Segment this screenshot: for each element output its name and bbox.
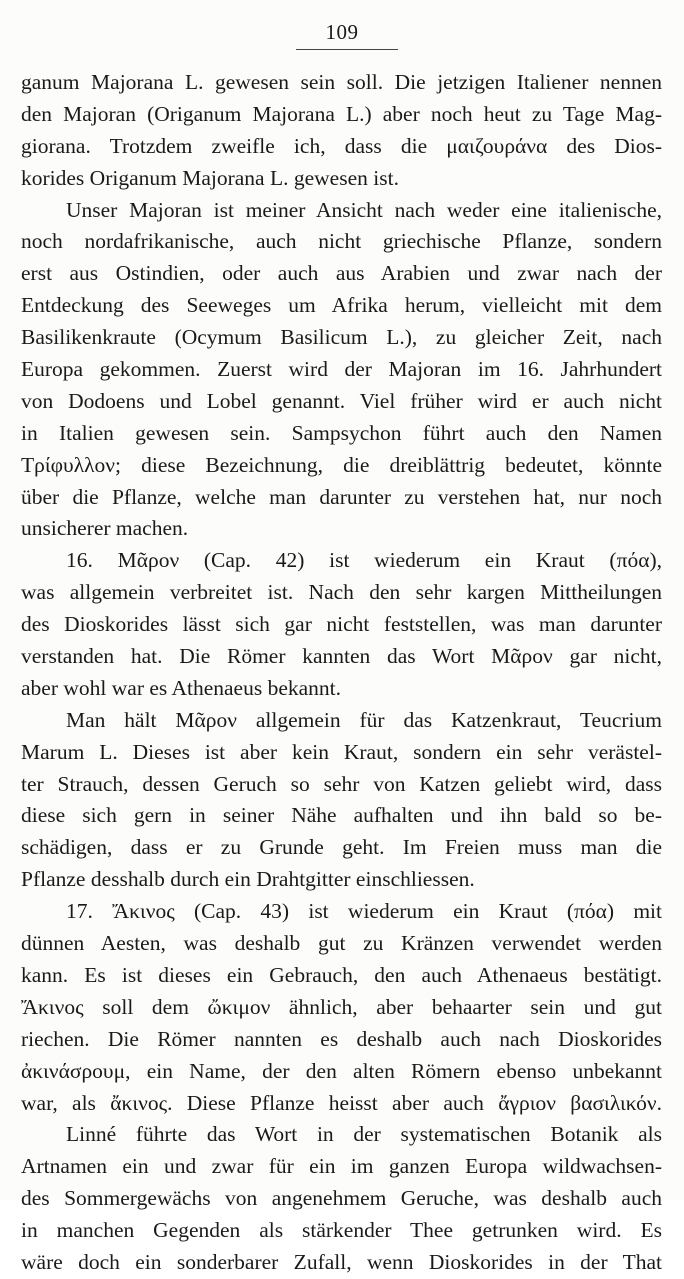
text-line: 17. Ἄκινος (Cap. 43) ist wiederum ein Kraut (πόα) mit xyxy=(66,899,662,924)
text-line: giorana. Trotzdem zweifle ich, dass die μαιζουράνα des Dios- xyxy=(21,133,662,158)
text-line: Unser Majoran ist meiner Ansicht nach weder eine italienische, xyxy=(66,197,662,222)
text-line: von Dodoens und Lobel genannt. Viel früher wird er auch nicht xyxy=(21,388,662,413)
text-line: des Dioskorides lässt sich gar nicht feststellen, was man darunter xyxy=(21,612,662,637)
text-line: Pflanze desshalb durch ein Drahtgitter einschliessen. xyxy=(21,867,475,892)
text-line: korides Origanum Majorana L. gewesen ist. xyxy=(21,165,399,190)
text-line: ter Strauch, dessen Geruch so sehr von Katzen geliebt wird, dass xyxy=(21,771,662,796)
text-line: schädigen, dass er zu Grunde geht. Im Freien muss man die xyxy=(21,835,662,860)
text-line: aber wohl war es Athenaeus bekannt. xyxy=(21,675,342,700)
text-line: Τρίφυλλον; diese Bezeichnung, die dreiblättrig bedeutet, könnte xyxy=(21,452,662,477)
text-line: was allgemein verbreitet ist. Nach den sehr kargen Mittheilungen xyxy=(21,580,662,605)
text-line: Linné führte das Wort in der systematischen Botanik als xyxy=(66,1122,662,1147)
text-line: riechen. Die Römer nannten es deshalb auch nach Dioskorides xyxy=(21,1026,662,1051)
text-line: über die Pflanze, welche man darunter zu verstehen hat, nur noch xyxy=(21,484,662,509)
text-line: kann. Es ist dieses ein Gebrauch, den auch Athenaeus bestätigt. xyxy=(21,962,662,987)
header-rule xyxy=(296,49,398,50)
text-line: Marum L. Dieses ist aber kein Kraut, sondern ein sehr verästel- xyxy=(21,739,662,764)
text-line: in Italien gewesen sein. Sampsychon führt auch den Namen xyxy=(21,420,662,445)
text-line: Europa gekommen. Zuerst wird der Majoran im 16. Jahrhundert xyxy=(21,357,662,382)
text-line: den Majoran (Origanum Majorana L.) aber noch heut zu Tage Mag- xyxy=(21,101,662,126)
text-line: ἀκινάσρουμ, ein Name, der den alten Römern ebenso unbekannt xyxy=(21,1058,662,1083)
text-line: Man hält Μᾶρον allgemein für das Katzenkraut, Teucrium xyxy=(66,707,662,732)
text-line: wäre doch ein sonderbarer Zufall, wenn Dioskorides in der That xyxy=(21,1249,662,1274)
text-line: Ἄκινος soll dem ὤκιμον ähnlich, aber behaarter sein und gut xyxy=(21,994,662,1019)
text-line: in manchen Gegenden als stärkender Thee getrunken wird. Es xyxy=(21,1218,662,1243)
text-line: unsicherer machen. xyxy=(21,516,189,541)
text-line: war, als ἄκινος. Diese Pflanze heisst aber auch ἄγριον βασιλικόν. xyxy=(21,1090,662,1115)
text-line: diese sich gern in seiner Nähe aufhalten und ihn bald so be- xyxy=(21,803,662,828)
text-line: verstanden hat. Die Römer kannten das Wort Μᾶρον gar nicht, xyxy=(21,644,662,669)
body-text xyxy=(21,67,662,1279)
text-line: Basilikenkraute (Ocymum Basilicum L.), zu gleicher Zeit, nach xyxy=(21,325,662,350)
text-line: 16. Μᾶρον (Cap. 42) ist wiederum ein Kraut (πόα), xyxy=(66,548,662,573)
page-number: 109 xyxy=(325,20,359,44)
text-line: erst aus Ostindien, oder auch aus Arabien und zwar nach der xyxy=(21,261,662,286)
text-line: ganum Majorana L. gewesen sein soll. Die jetzigen Italiener nennen xyxy=(21,70,662,94)
text-line: Artnamen ein und zwar für ein im ganzen Europa wildwachsen- xyxy=(21,1154,662,1179)
text-line: dünnen Aesten, was deshalb gut zu Kränzen verwendet werden xyxy=(21,931,662,956)
text-line: noch nordafrikanische, auch nicht griechische Pflanze, sondern xyxy=(21,229,662,254)
text-line: des Sommergewächs von angenehmem Geruche, was deshalb auch xyxy=(21,1186,662,1211)
text-line: Entdeckung des Seeweges um Afrika herum, vielleicht mit dem xyxy=(21,293,662,318)
